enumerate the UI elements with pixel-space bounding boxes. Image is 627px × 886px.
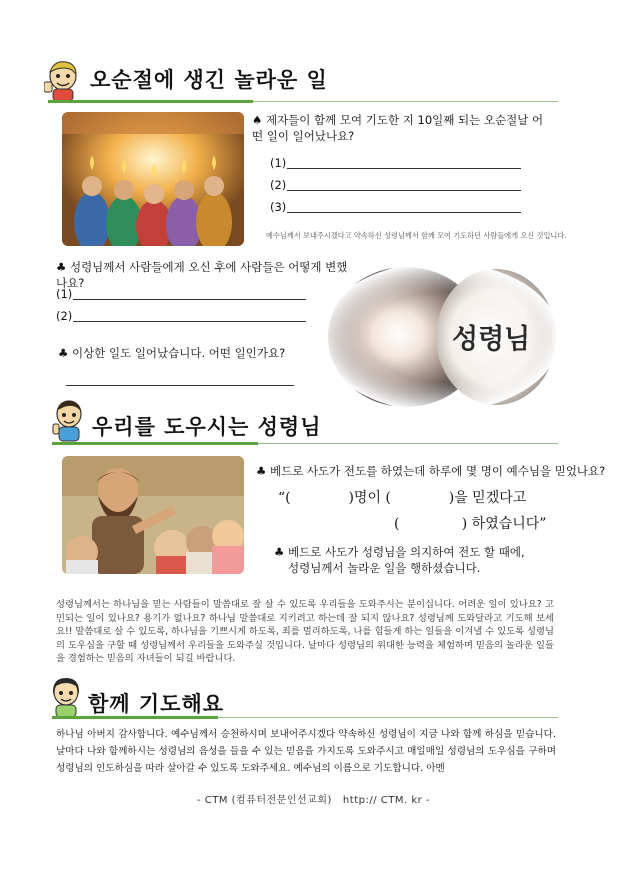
answer-label-2: (2) <box>270 178 287 192</box>
section3-title: 함께 기도해요 <box>88 692 225 716</box>
answer2-line-1[interactable] <box>73 299 306 300</box>
section3-mascot <box>50 676 82 718</box>
section2-question2-line1: ♣ 베드로 사도가 성령님을 의지하여 전도 할 때에, <box>274 545 525 559</box>
section1-note: 예수님께서 보내주시겠다고 약속하신 성령님께서 함께 모여 기도하던 사람들에게 오신 것입니다. <box>266 231 567 240</box>
section3-title-rule <box>52 716 218 719</box>
answer-label-3: (3) <box>270 200 287 214</box>
pentecost-illustration <box>62 112 244 246</box>
quote-line-1: “( )명이 ( )을 믿겠다고 <box>278 490 527 506</box>
answer-line-1[interactable] <box>287 168 521 169</box>
answer-line-2[interactable] <box>287 190 521 191</box>
section1-question1: ♠ 제자들이 함께 모여 기도한 지 10일째 되는 오순절날 어떤 일이 일어났나요? <box>252 113 544 143</box>
section2-title: 우리를 도우시는 성령님 <box>92 415 322 439</box>
section2-rule-extension <box>258 443 558 444</box>
orb-label: 성령님 <box>452 324 531 355</box>
prayer-text: 하나님 아버지 감사합니다. 예수님께서 승천하시며 보내어주시겠다 약속하신 성령님이 지금 나와 함께 하심을 믿습니다. 날마다 나와 함께하시는 성령님의 음성을 들을 수 있는 믿음을 가지도록 도와주시고 매일매일 성령님의 도우심을 구하며 성령님의 인도하심을 따라 살아갈 수 있도록 도와주세요. 예수님의 이름으로 기도합니다. 아멘 <box>56 729 556 774</box>
section1-rule-extension <box>253 101 558 102</box>
quote-line-2: ( ) 하였습니다” <box>394 516 547 532</box>
answer2-line-2[interactable] <box>73 321 306 322</box>
section1-mascot <box>44 58 82 102</box>
section2-mascot <box>52 398 86 442</box>
section1-title-rule <box>48 100 253 103</box>
answer2-label-1: (1) <box>56 287 73 301</box>
peter-preaching-illustration <box>62 456 244 574</box>
section3-rule-extension <box>218 717 558 718</box>
section2-paragraph: 성령님께서는 하나님을 믿는 사람들이 말씀대로 잘 살 수 있도록 우리들을 도와주시는 분이십니다. 어려운 일이 있나요? 고민되는 일이 있나요? 용기가 없나요? 하나님 말씀대로 지키려고 하는데 잘 되지 않나요? 성령님께 도와달라고 기도해 보세요!! 말씀대로 살 수 있도록, 하나님을 기쁘시게 하도록, 죄를 멀리하도록, 나를 힘들게 하는 일들을 이겨낼 수 있도록 성령님의 도우심을 구할 때 성령님께서 우리들을 도와주실 것입니다. 날마다 성령님의 위대한 능력을 체험하며 믿음의 놀라운 일들을 경험하는 믿음의 자녀들이 되길 바랍니다. <box>56 599 554 665</box>
answer-line-3[interactable] <box>287 212 521 213</box>
section1-title: 오순절에 생긴 놀라운 일 <box>90 68 328 92</box>
answer2-label-2: (2) <box>56 309 73 323</box>
answer-label-1: (1) <box>270 156 287 170</box>
section2-title-rule <box>52 442 258 445</box>
footer: - CTM (컴퓨터전문인선교회) http:// CTM. kr - <box>196 795 431 806</box>
section1-question3: ♣ 이상한 일도 일어났습니다. 어떤 일인가요? <box>58 346 286 360</box>
answer3-line[interactable] <box>66 385 294 386</box>
section1-question2: ♣ 성령님께서 사람들에게 오신 후에 사람들은 어떻게 변했나요? <box>56 260 348 290</box>
section2-question2-line2: 성령님께서 놀라운 일을 행하셨습니다. <box>288 561 481 575</box>
section2-question1: ♣ 베드로 사도가 전도를 하였는데 하루에 몇 명이 예수님을 믿었나요? <box>256 464 606 478</box>
